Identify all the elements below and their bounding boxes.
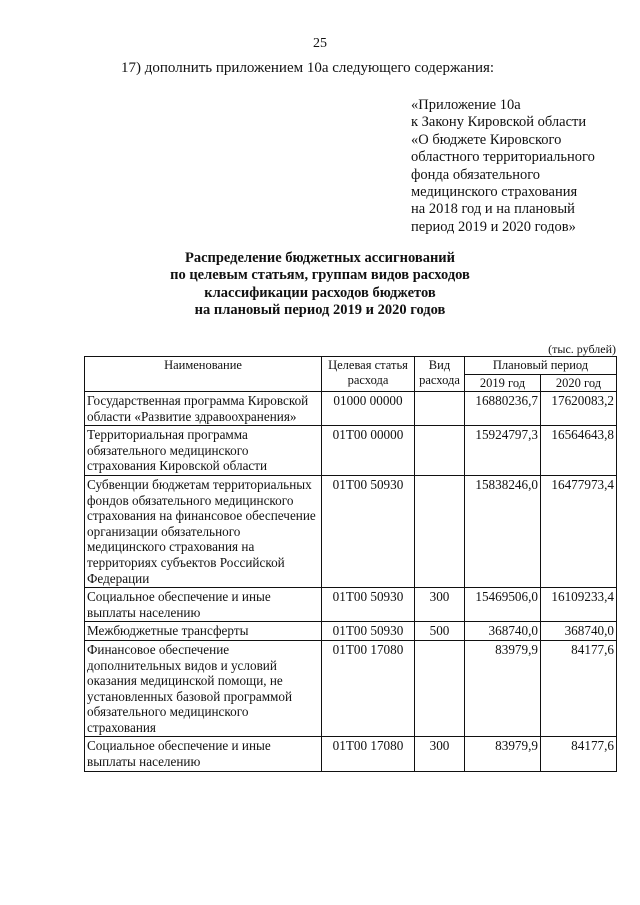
row-target-article: 01Т00 50930 bbox=[322, 622, 415, 641]
row-amount-2019: 15469506,0 bbox=[465, 588, 541, 622]
table-row bbox=[85, 426, 617, 476]
row-name: Социальное обеспечение и иные выплаты населению bbox=[85, 737, 322, 771]
row-expense-type: 500 bbox=[415, 622, 465, 641]
row-name: Социальное обеспечение и иные выплаты населению bbox=[85, 588, 322, 622]
appendix-line: фонда обязательного bbox=[411, 166, 541, 183]
row-target-article: 01Т00 17080 bbox=[322, 640, 415, 737]
row-amount-2019: 368740,0 bbox=[465, 622, 541, 641]
appendix-line: «О бюджете Кировского bbox=[411, 131, 562, 148]
table-row bbox=[85, 622, 617, 641]
header-target-article: Целевая статья расхода bbox=[322, 357, 415, 392]
header-year-2019: 2019 год bbox=[465, 374, 541, 392]
appendix-line: медицинского страхования bbox=[411, 184, 578, 201]
table-row bbox=[85, 392, 617, 426]
appendix-reference bbox=[411, 97, 631, 236]
row-name: Государственная программа Кировской области «Развитие здравоохранения» bbox=[85, 392, 322, 426]
row-amount-2019: 83979,9 bbox=[465, 737, 541, 771]
appendix-line: на 2018 год и на плановый bbox=[411, 201, 575, 218]
row-target-article: 01Т00 17080 bbox=[322, 737, 415, 771]
row-expense-type: 300 bbox=[415, 588, 465, 622]
document-title bbox=[0, 250, 640, 320]
row-target-article: 01Т00 50930 bbox=[322, 475, 415, 587]
page-number: 25 bbox=[313, 36, 327, 51]
row-amount-2020: 16109233,4 bbox=[541, 588, 617, 622]
title-line: по целевым статьям, группам видов расходов bbox=[170, 267, 470, 284]
table-row bbox=[85, 588, 617, 622]
row-amount-2020: 368740,0 bbox=[541, 622, 617, 641]
units-note: (тыс. рублей) bbox=[548, 342, 616, 356]
row-amount-2020: 16564643,8 bbox=[541, 426, 617, 476]
row-amount-2020: 16477973,4 bbox=[541, 475, 617, 587]
title-line: классификации расходов бюджетов bbox=[204, 284, 436, 301]
row-amount-2019: 15838246,0 bbox=[465, 475, 541, 587]
row-name: Финансовое обеспечение дополнительных видов и условий оказания медицинской помощи, не установленных базовой программой обязательного медицинского страхования bbox=[85, 640, 322, 737]
row-name: Территориальная программа обязательного медицинского страхования Кировской области bbox=[85, 426, 322, 476]
appendix-line: «Приложение 10а bbox=[411, 97, 521, 113]
appendix-line: период 2019 и 2020 годов» bbox=[411, 218, 576, 235]
row-name: Субвенции бюджетам территориальных фондов обязательного медицинского страхования на финансовое обеспечение организации обязательного медицинского страхования на территориях субъектов Российской Федерации bbox=[85, 475, 322, 587]
row-amount-2020: 84177,6 bbox=[541, 737, 617, 771]
header-expense-type: Вид расхода bbox=[415, 357, 465, 392]
table-row bbox=[85, 475, 617, 587]
budget-allocation-table bbox=[84, 356, 617, 772]
row-amount-2020: 84177,6 bbox=[541, 640, 617, 737]
table-row bbox=[85, 640, 617, 737]
row-expense-type bbox=[415, 475, 465, 587]
appendix-line: к Закону Кировской области bbox=[411, 114, 587, 131]
row-target-article: 01Т00 00000 bbox=[322, 426, 415, 476]
title-line: Распределение бюджетных ассигнований bbox=[184, 250, 456, 266]
row-expense-type: 300 bbox=[415, 737, 465, 771]
row-target-article: 01000 00000 bbox=[322, 392, 415, 426]
appendix-line: областного территориального bbox=[411, 149, 595, 166]
title-line: на плановый период 2019 и 2020 годов bbox=[194, 302, 446, 319]
row-amount-2019: 83979,9 bbox=[465, 640, 541, 737]
row-target-article: 01Т00 50930 bbox=[322, 588, 415, 622]
header-planned-period: Плановый период bbox=[465, 357, 617, 375]
table-row bbox=[85, 737, 617, 771]
row-amount-2019: 16880236,7 bbox=[465, 392, 541, 426]
row-name: Межбюджетные трансферты bbox=[85, 622, 322, 641]
row-expense-type bbox=[415, 426, 465, 476]
header-year-2020: 2020 год bbox=[541, 374, 617, 392]
row-amount-2020: 17620083,2 bbox=[541, 392, 617, 426]
row-expense-type bbox=[415, 640, 465, 737]
row-expense-type bbox=[415, 392, 465, 426]
row-amount-2019: 15924797,3 bbox=[465, 426, 541, 476]
amendment-intro: 17) дополнить приложением 10а следующего содержания: bbox=[121, 60, 495, 76]
header-name: Наименование bbox=[85, 357, 322, 392]
